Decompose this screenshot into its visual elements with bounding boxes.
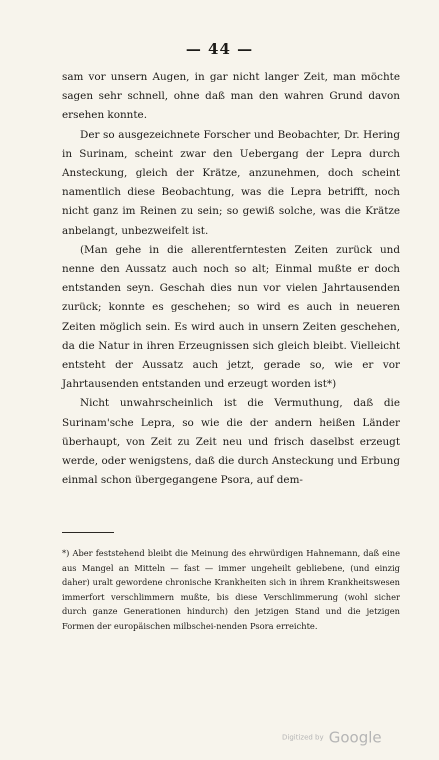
page-number: — 44 — — [185, 40, 254, 58]
watermark-prefix: Digitized by — [282, 733, 324, 742]
footnote-text: *) Aber feststehend bleibt die Meinung des ehrwürdigen Hahnemann, daß eine aus Mangel an Mitteln — fast — immer ungeheilt gebliebene, (und einzig daher) uralt gewordene chronische Krankheiten sich in ihrem Krankheitswesen immerfort verschlimmern mußte, bis diese Verschlimmerung (wohl sicher durch ganze Generationen hindurch) den jetzigen Stand und die jetzigen Formen der europäischen milbschei-nenden Psora erreichte. — [62, 548, 400, 631]
footnote — [62, 546, 400, 634]
google-logo: Google — [328, 728, 382, 747]
paragraph-2: Der so ausgezeichnete Forscher und Beobachter, Dr. Hering in Surinam, scheint zwar den Uebergang der Lepra durch Ansteckung, gleich der Krätze, anzunehmen, doch scheint namentlich diese Beobachtung, was die Lepra betrifft, noch nicht ganz im Reinen zu sein; so gewiß solche, was die Krätze anbelangt, unbezweifelt ist. — [62, 128, 400, 237]
paragraph-3: (Man gehe in die allerentferntesten Zeiten zurück und nenne den Aussatz auch noch so alt; Einmal mußte er doch entstanden seyn. Geschah dies nun vor vielen Jahrtausenden zurück; konnte es geschehen; so wird es auch in neueren Zeiten möglich sein. Es wird auch in unsern Zeiten geschehen, da die Natur in ihren Erzeugnissen sich gleich bleibt. Vielleicht entsteht der Aussatz auch jetzt, gerade so, wie er vor Jahrtausenden entstanden und erzeugt worden ist*) — [62, 243, 400, 391]
paragraph-4: Nicht unwahrscheinlich ist die Vermuthung, daß die Surinam'sche Lepra, so wie die der andern heißen Länder überhaupt, von Zeit zu Zeit neu und frisch daselbst erzeugt werde, oder wenigstens, daß die durch Ansteckung und Erbung einmal schon übergegangene Psora, auf dem- — [62, 397, 400, 487]
body-text — [62, 68, 400, 490]
footnote-rule — [62, 532, 114, 533]
digitized-watermark — [282, 727, 382, 747]
paragraph-1: sam vor unsern Augen, in gar nicht langer Zeit, man möchte sagen sehr schnell, ohne daß man den wahren Grund davon ersehen konnte. — [62, 71, 400, 122]
